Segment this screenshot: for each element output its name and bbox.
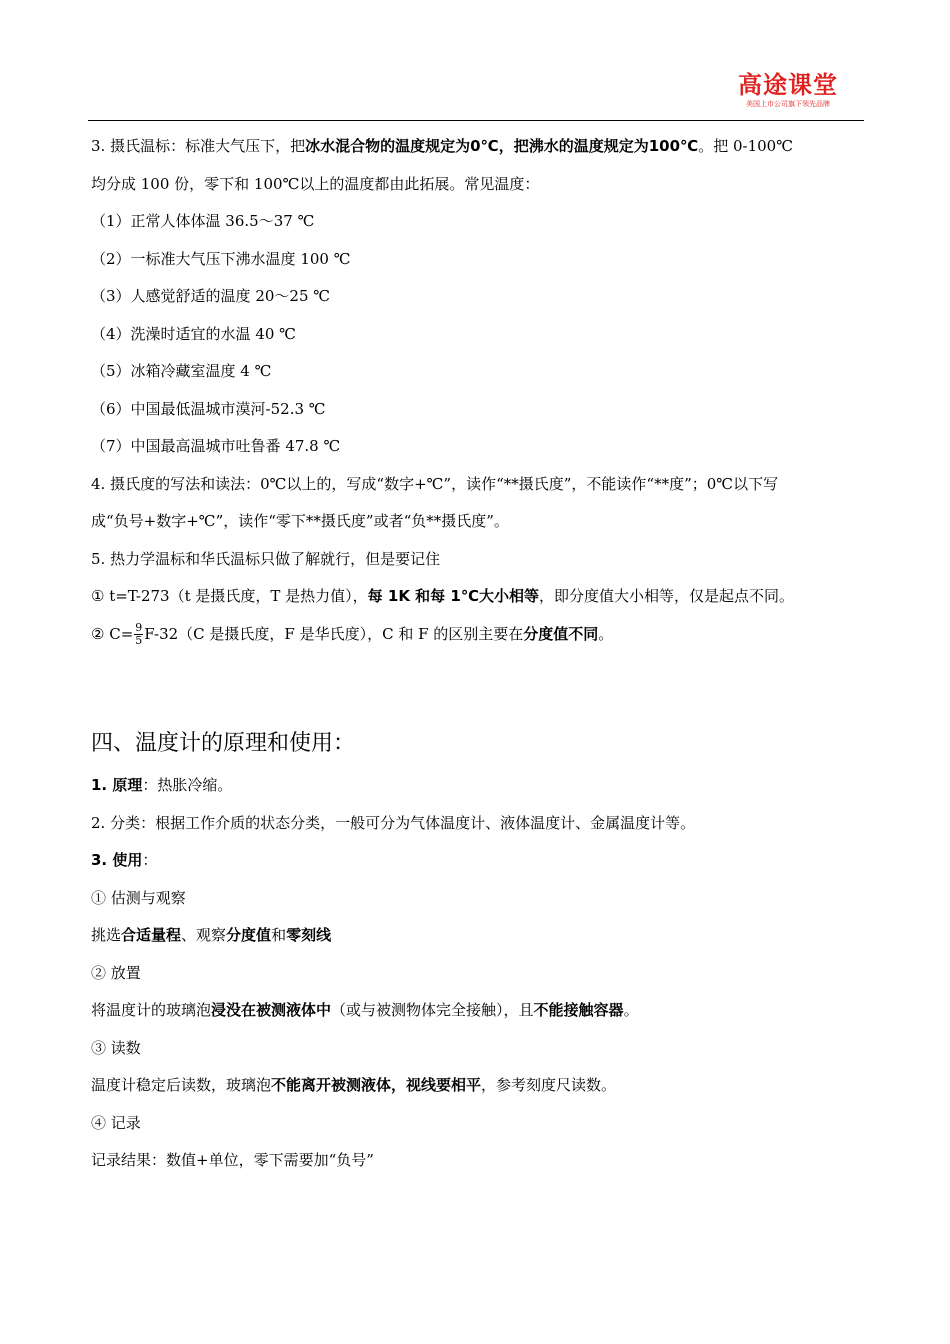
step1-title: ① 估测与观察 [91,888,186,907]
item3-line2: 均分成 100 份，零下和 100℃以上的温度都由此拓展。常见温度： [91,174,540,193]
fraction-numerator: 9 [135,621,143,634]
step3-t1: 温度计稳定后读数，玻璃泡 [91,1076,272,1094]
principle-line [91,767,863,805]
item5-line: 5. 热力学温标和华氏温标只做了解就行，但是要记住 [91,549,441,568]
step3-text [91,1067,863,1105]
step2-text [91,992,863,1030]
item3-line1 [91,128,863,166]
eq1-prefix: ① t=T-273（t 是摄氏度，T 是热力值）， [91,587,368,605]
step1-t1: 挑选 [91,926,122,944]
step2-t1: 将温度计的玻璃泡 [91,1001,212,1019]
temp-item: （4）洗澡时适宜的水温 40 ℃ [91,324,296,343]
temp-item: （7）中国最高温城市吐鲁番 47.8 ℃ [91,437,341,455]
step1-b1: 合适量程 [121,926,182,944]
item3-prefix: 3. 摄氏温标：标准大气压下，把 [91,137,306,155]
step1-text [91,917,863,955]
item4-line2: 成“负号+数字+℃”，读作“零下**摄氏度”或者“负**摄氏度”。 [91,512,509,530]
eq2-suffix: 。 [598,624,614,643]
classify-line: 2. 分类：根据工作介质的状态分类，一般可分为气体温度计、液体温度计、金属温度计等。 [91,813,696,832]
temp-item: （6）中国最低温城市漠河-52.3 ℃ [91,399,326,418]
temp-item: （5）冰箱冷藏室温度 4 ℃ [91,362,272,380]
step1-t3: 和 [271,926,287,944]
equation-1 [91,578,863,616]
temp-item: （3）人感觉舒适的温度 20～25 ℃ [91,287,331,305]
step3-b1: 不能离开被测液体，视线要相平 [271,1076,482,1094]
step2-title: ② 放置 [91,963,141,982]
brand-logo [734,72,842,109]
eq2-prefix: ② C= [91,624,134,643]
item4-line1: 4. 摄氏度的写法和读法：0℃以上的，写成“数字+℃”，读作“**摄氏度”，不能读作“**度”；0℃以下写 [91,474,779,493]
item3-bold: 冰水混合物的温度规定为0℃，把沸水的温度规定为100℃ [305,137,699,155]
section-heading: 四、温度计的原理和使用： [91,731,356,756]
step2-t2: （或与被测物体完全接触），且 [331,1001,534,1019]
step1-t2: 、观察 [181,926,227,944]
step2-b2: 不能接触容器 [533,1001,624,1019]
eq2-bold: 分度值不同 [523,624,599,643]
step1-b2: 分度值 [226,926,272,944]
step4-text: 记录结果：数值+单位，零下需要加“负号” [91,1151,374,1169]
usage-label: 3. 使用 [91,851,143,869]
step2-t3: 。 [623,1001,639,1019]
eq2-mid: F-32（C 是摄氏度，F 是华氏度），C 和 F 的区别主要在 [144,624,524,643]
eq1-suffix: ，即分度值大小相等，仅是起点不同。 [539,587,795,605]
step3-t2: ，参考刻度尺读数。 [481,1076,617,1094]
usage-colon: ： [142,851,158,869]
step2-b1: 浸没在被测液体中 [211,1001,332,1019]
eq1-bold: 每 1K 和每 1℃大小相等 [367,587,539,605]
temp-item: （1）正常人体体温 36.5～37 ℃ [91,212,315,230]
main-content [91,128,863,1180]
temp-item: （2）一标准大气压下沸水温度 100 ℃ [91,249,351,268]
principle-label: 1. 原理 [91,776,143,794]
header-divider [88,120,864,121]
step3-title: ③ 读数 [91,1038,141,1057]
logo-subtitle: 美国上市公司旗下领先品牌 [746,100,830,108]
step4-title: ④ 记录 [91,1113,141,1132]
fraction-denominator: 5 [135,634,143,647]
section-gap [91,653,863,713]
usage-line [91,842,863,880]
step1-b3: 零刻线 [286,926,332,944]
fraction [134,622,143,647]
logo-title: 高途课堂 [738,71,838,99]
principle-text: ：热胀冷缩。 [142,776,233,794]
item3-suffix: 。把 0-100℃ [698,137,793,155]
equation-2 [91,616,863,654]
